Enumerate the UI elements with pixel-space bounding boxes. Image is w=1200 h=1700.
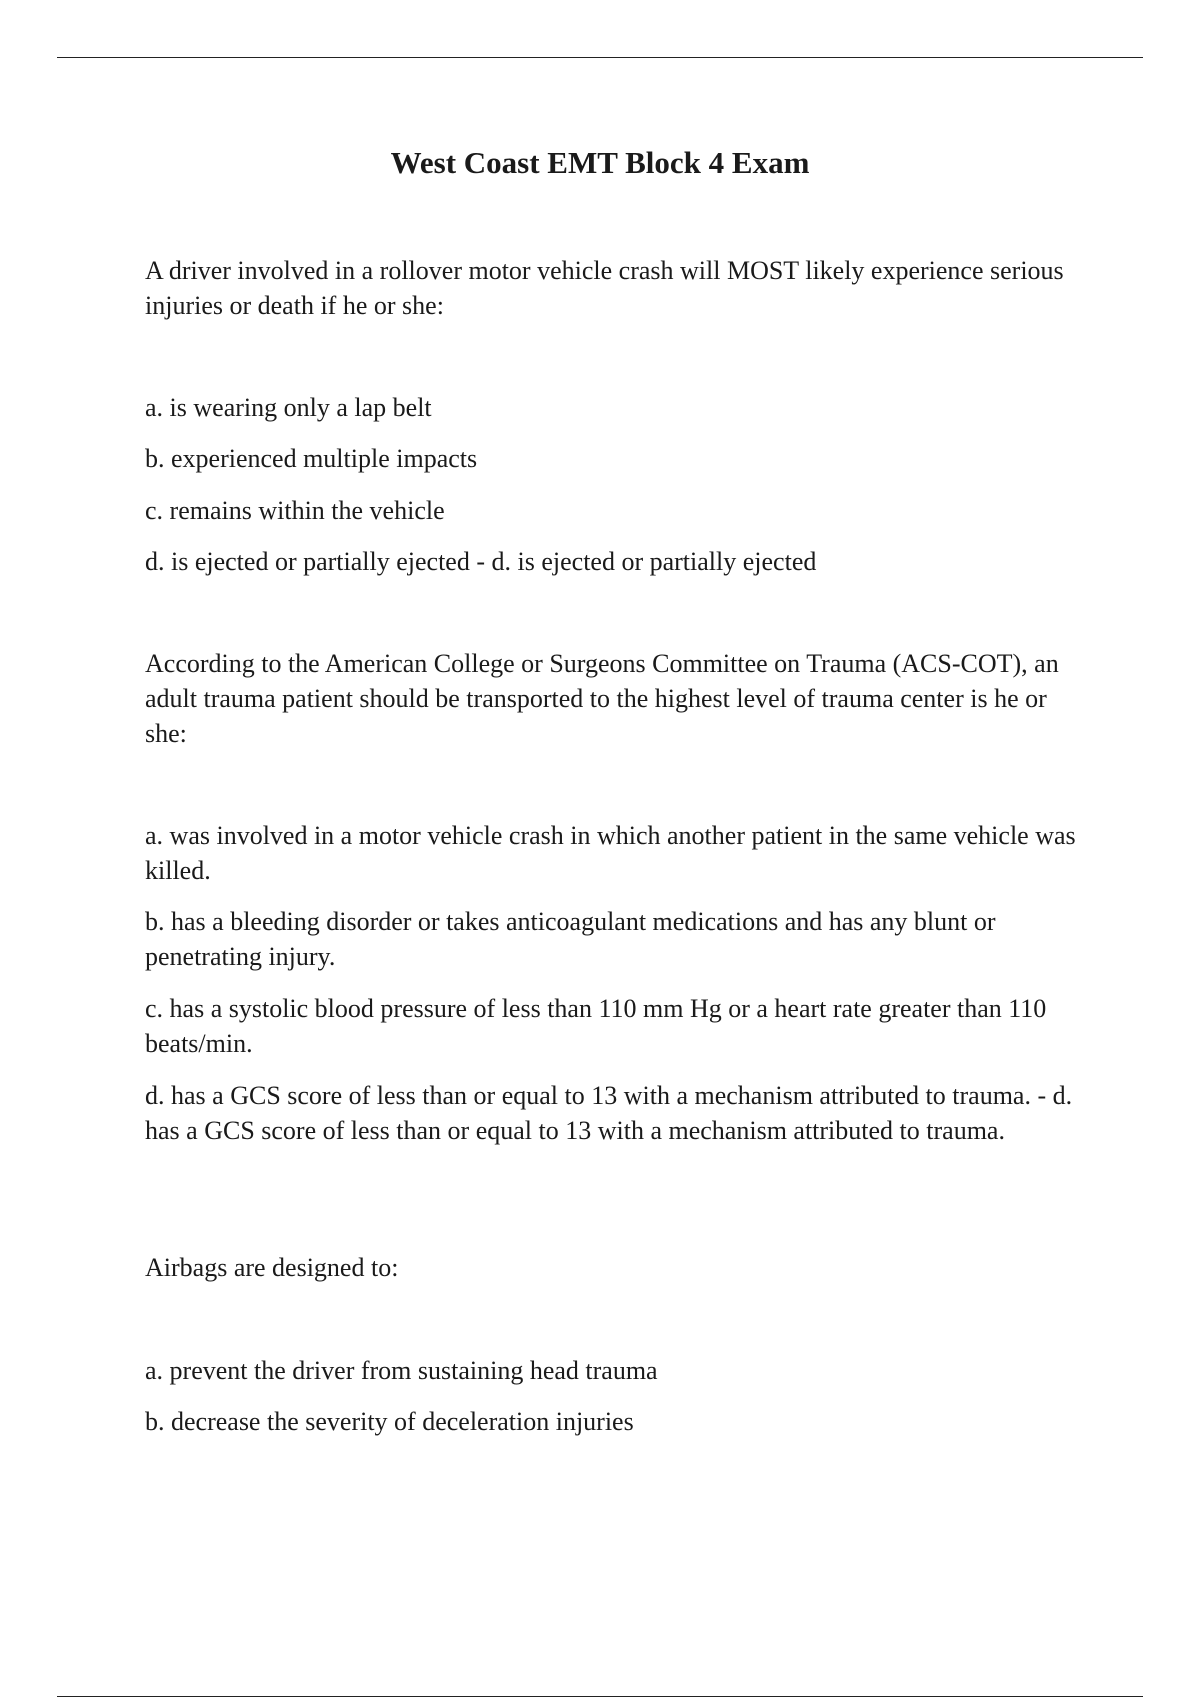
- question-2-stem: [145, 646, 1085, 751]
- question-1-option-d: d. is ejected or partially ejected - d. is ejected or partially ejected: [145, 547, 817, 576]
- question-2-option-c: c. has a systolic blood pressure of less than 110 mm Hg or a heart rate greater than 110 beats/min.: [145, 994, 1047, 1058]
- question-2-option-b: b. has a bleeding disorder or takes anticoagulant medications and has any blunt or penetrating injury.: [145, 907, 996, 971]
- question-1-option-b: b. experienced multiple impacts: [145, 444, 478, 473]
- question-3-option-a: a. prevent the driver from sustaining head trauma: [145, 1356, 658, 1385]
- question-2-option-a: a. was involved in a motor vehicle crash in which another patient in the same vehicle was killed.: [145, 821, 1076, 885]
- question-3-option-b: b. decrease the severity of deceleration injuries: [145, 1407, 634, 1436]
- question-2-option-d: d. has a GCS score of less than or equal to 13 with a mechanism attributed to trauma. - d. has a GCS score of less than or equal to 13 with a mechanism attributed to trauma.: [145, 1081, 1073, 1145]
- question-3-stem: [145, 1250, 1085, 1285]
- question-stem-text: According to the American College or Surgeons Committee on Trauma (ACS-COT), an adult trauma patient should be transported to the highest level of trauma center is he or she:: [145, 649, 1059, 748]
- bottom-rule: [57, 1696, 1143, 1697]
- question-stem-text: A driver involved in a rollover motor vehicle crash will MOST likely experience serious injuries or death if he or she:: [145, 256, 1064, 320]
- question-1-option-c: c. remains within the vehicle: [145, 496, 445, 525]
- question-1-option-a: a. is wearing only a lap belt: [145, 393, 432, 422]
- question-stem-text: Airbags are designed to:: [145, 1253, 399, 1282]
- question-1-stem: [145, 253, 1085, 323]
- top-rule: [57, 57, 1143, 58]
- page-title: West Coast EMT Block 4 Exam: [390, 145, 810, 180]
